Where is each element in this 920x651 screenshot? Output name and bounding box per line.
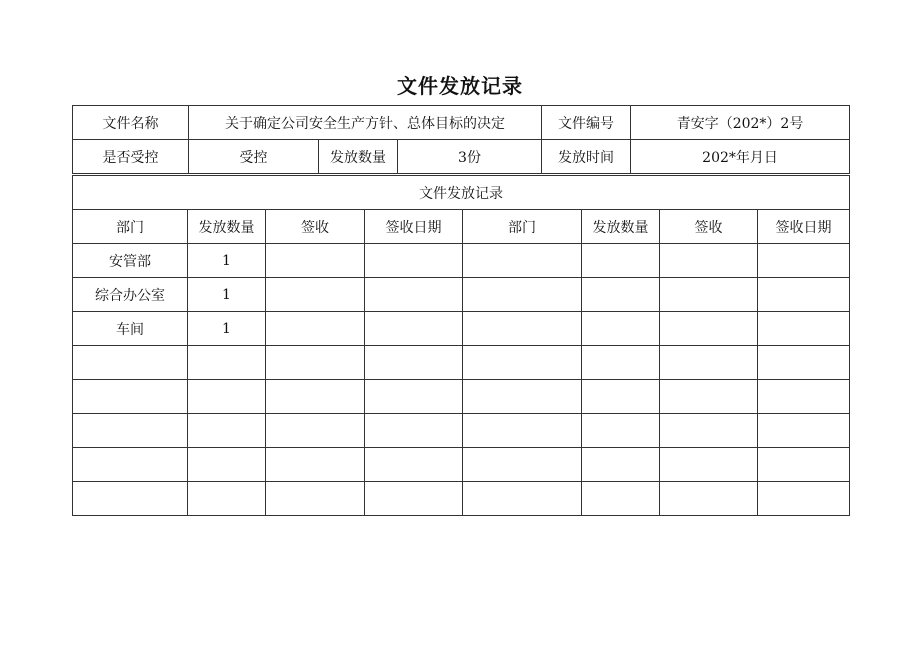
qty-value: 3份 — [398, 140, 542, 174]
table-cell — [660, 244, 758, 278]
distribution-grid — [72, 175, 850, 516]
table-cell — [188, 414, 266, 448]
table-cell — [582, 244, 660, 278]
table-cell — [660, 448, 758, 482]
table-cell — [758, 448, 850, 482]
table-cell — [188, 448, 266, 482]
table-cell — [266, 312, 365, 346]
table-cell — [73, 482, 188, 516]
table-cell — [365, 244, 463, 278]
qty-label-cell: 发放数量 — [319, 140, 398, 174]
table-cell — [463, 482, 582, 516]
table-cell — [660, 312, 758, 346]
table-cell — [582, 278, 660, 312]
table-cell — [73, 380, 188, 414]
table-cell — [73, 448, 188, 482]
section-title: 文件发放记录 — [73, 176, 850, 210]
table-cell: 综合办公室 — [73, 278, 188, 312]
column-header: 部门 — [463, 210, 582, 244]
table-row — [73, 414, 850, 448]
table-cell: 安管部 — [73, 244, 188, 278]
table-row — [73, 278, 850, 312]
table-cell — [266, 244, 365, 278]
table-cell — [582, 482, 660, 516]
table-cell — [266, 482, 365, 516]
table-cell: 车间 — [73, 312, 188, 346]
table-cell — [188, 482, 266, 516]
table-cell — [266, 414, 365, 448]
table-cell — [660, 278, 758, 312]
table-cell — [582, 346, 660, 380]
time-label: 发放时间 — [542, 140, 631, 174]
table-cell — [463, 312, 582, 346]
page-title: 文件发放记录 — [397, 74, 523, 98]
table-cell — [582, 448, 660, 482]
column-header: 签收 — [266, 210, 365, 244]
table-cell — [365, 414, 463, 448]
column-header: 发放数量 — [582, 210, 660, 244]
table-cell — [463, 380, 582, 414]
column-header: 发放数量 — [188, 210, 266, 244]
table-row — [73, 312, 850, 346]
table-cell — [582, 414, 660, 448]
table-cell — [365, 448, 463, 482]
table-cell — [463, 278, 582, 312]
table-cell: 1 — [188, 244, 266, 278]
column-header: 部门 — [73, 210, 188, 244]
table-cell — [73, 414, 188, 448]
table-cell — [582, 312, 660, 346]
table-cell — [758, 312, 850, 346]
column-header-row — [73, 210, 850, 244]
table-cell — [188, 380, 266, 414]
table-cell — [758, 482, 850, 516]
table-cell — [660, 414, 758, 448]
table-cell — [463, 448, 582, 482]
table-cell — [660, 346, 758, 380]
table-cell — [758, 278, 850, 312]
table-row — [73, 346, 850, 380]
time-value: 202*年月日 — [631, 140, 850, 174]
table-cell — [365, 278, 463, 312]
doc-name-label: 文件名称 — [73, 106, 189, 140]
table-cell — [660, 482, 758, 516]
table-cell — [365, 346, 463, 380]
table-cell — [463, 414, 582, 448]
header-row-2 — [73, 140, 850, 174]
column-header: 签收 — [660, 210, 758, 244]
table-cell — [758, 346, 850, 380]
controlled-label: 是否受控 — [73, 140, 189, 174]
distribution-record-table — [72, 105, 850, 174]
table-row — [73, 482, 850, 516]
header-row-1 — [73, 106, 850, 140]
table-cell — [758, 414, 850, 448]
section-title-row — [73, 176, 850, 210]
table-row — [73, 448, 850, 482]
table-cell — [266, 346, 365, 380]
doc-name-value: 关于确定公司安全生产方针、总体目标的决定 — [189, 106, 542, 140]
table-cell — [365, 380, 463, 414]
table-cell: 1 — [188, 278, 266, 312]
table-cell — [266, 380, 365, 414]
table-cell — [582, 380, 660, 414]
table-cell — [463, 346, 582, 380]
table-row — [73, 244, 850, 278]
doc-no-label: 文件编号 — [542, 106, 631, 140]
controlled-value: 受控 — [189, 140, 319, 174]
table-cell — [365, 482, 463, 516]
table-cell — [188, 346, 266, 380]
table-cell — [463, 244, 582, 278]
table-cell — [73, 346, 188, 380]
table-cell — [266, 448, 365, 482]
table-row — [73, 380, 850, 414]
table-cell: 1 — [188, 312, 266, 346]
doc-no-value: 青安字（202*）2号 — [631, 106, 850, 140]
table-cell — [758, 244, 850, 278]
column-header: 签收日期 — [758, 210, 850, 244]
table-cell — [365, 312, 463, 346]
column-header: 签收日期 — [365, 210, 463, 244]
table-cell — [660, 380, 758, 414]
table-cell — [758, 380, 850, 414]
table-cell — [266, 278, 365, 312]
